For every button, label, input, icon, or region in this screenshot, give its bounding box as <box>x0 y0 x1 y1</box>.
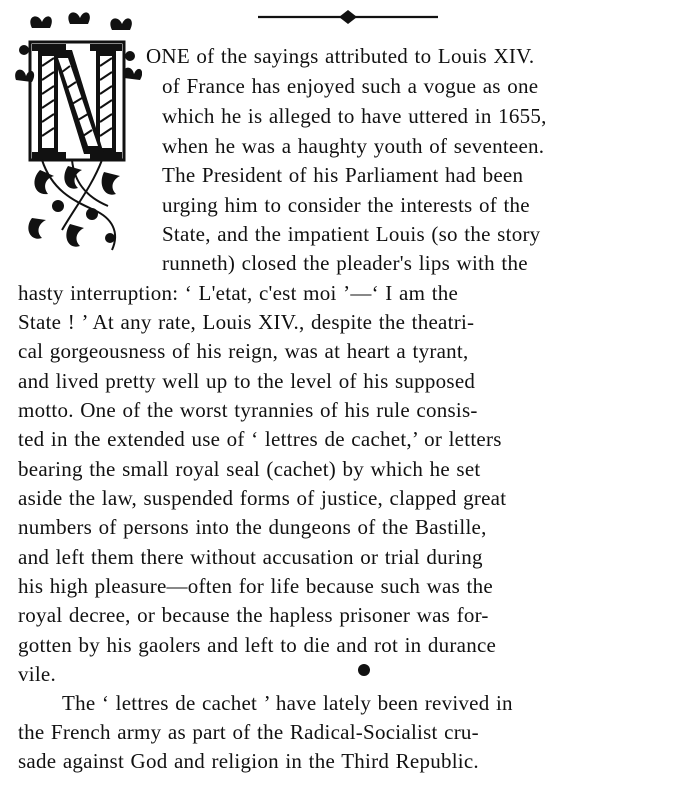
paragraph-2-line-1: The ‘ lettres de cachet ’ have lately been revived in <box>62 691 513 715</box>
paragraph-1-line-4: when he was a haughty youth of seventeen. <box>162 134 545 158</box>
paragraph-1-line-3: which he is alleged to have uttered in 1655, <box>162 104 547 128</box>
paragraph-1-line-2: of France has enjoyed such a vogue as one <box>162 74 539 98</box>
paragraph-1-line-21: gotten by his gaolers and left to die and rot in durance <box>18 633 497 657</box>
ornamental-rule <box>258 9 438 25</box>
paragraph-2-line-3: sade against God and religion in the Third Republic. <box>18 749 479 773</box>
paragraph-1-line-7: State, and the impatient Louis (so the story <box>162 222 541 246</box>
paragraph-1-line-20: royal decree, or because the hapless prisoner was for- <box>18 603 489 627</box>
paragraph-1-line-6: urging him to consider the interests of the <box>162 193 530 217</box>
ornate-drop-cap <box>12 10 142 260</box>
paragraph-1-line-16: aside the law, suspended forms of justice, clapped great <box>18 486 507 510</box>
paragraph-1-line-17: numbers of persons into the dungeons of the Bastille, <box>18 515 487 539</box>
paragraph-1-line-12: and lived pretty well up to the level of his supposed <box>18 369 476 393</box>
paragraph-1-line-18: and left them there without accusation or trial during <box>18 545 483 569</box>
section-separator-dot <box>358 664 370 676</box>
paragraph-1-line-15: bearing the small royal seal (cachet) by which he set <box>18 457 481 481</box>
paragraph-1-line-5: The President of his Parliament had been <box>162 163 524 187</box>
paragraph-1-line-10: State ! ’ At any rate, Louis XIV., despite the theatri- <box>18 310 475 334</box>
paragraph-1-line-19: his high pleasure—often for life because such was the <box>18 574 493 598</box>
paragraph-1-line-13: motto. One of the worst tyrannies of his rule consis- <box>18 398 478 422</box>
paragraph-1-line-9: hasty interruption: ‘ L'etat, c'est moi ’—‘ I am the <box>18 281 459 305</box>
paragraph-1-line-1: ONE of the sayings attributed to Louis XIV. <box>146 44 535 68</box>
paragraph-1-line-22: vile. <box>18 662 56 686</box>
paragraph-2-line-2: the French army as part of the Radical-Socialist cru- <box>18 720 479 744</box>
paragraph-1-line-14: ted in the extended use of ‘ lettres de cachet,’ or letters <box>18 427 502 451</box>
paragraph-1-line-8: runneth) closed the pleader's lips with the <box>162 251 528 275</box>
paragraph-1-line-11: cal gorgeousness of his reign, was at heart a tyrant, <box>18 339 469 363</box>
